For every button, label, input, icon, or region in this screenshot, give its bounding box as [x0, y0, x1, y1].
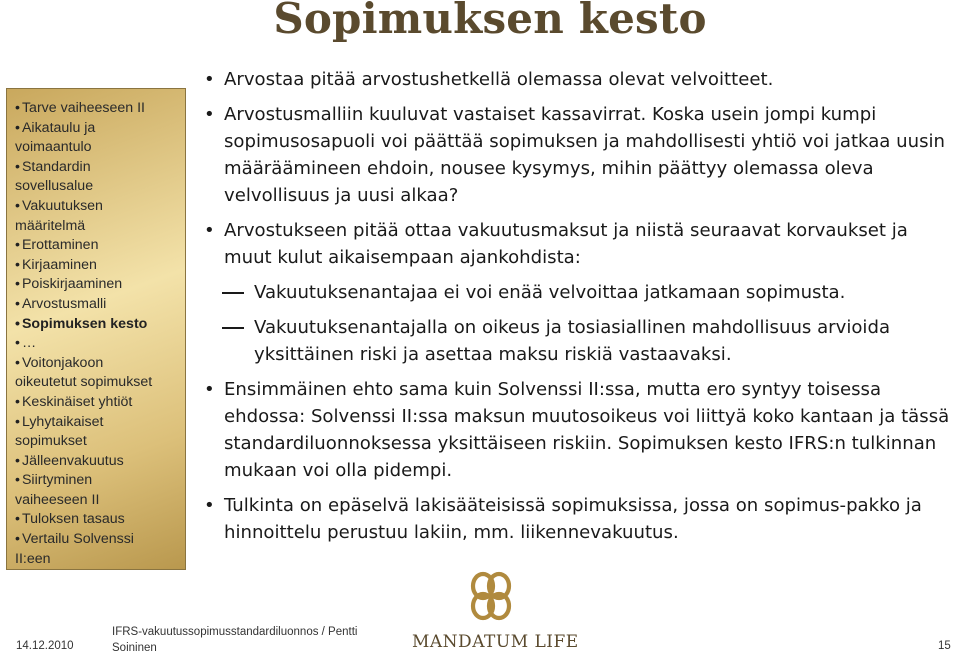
sidebar-item-label: Arvostusmalli [21, 295, 107, 312]
sidebar-item[interactable] [15, 236, 179, 256]
sidebar-item-label: vaiheeseen II [15, 491, 100, 508]
bullet-text: Tulkinta on epäselvä lakisääteisissä sopimuksissa, jossa on sopimus-pakko ja hinnoittelu perustuu lakiin, mm. liikennevakuutus. [224, 495, 922, 543]
sidebar-item[interactable] [15, 275, 179, 295]
sub-bullet-item [200, 314, 952, 368]
sidebar-item[interactable] [15, 550, 179, 570]
sidebar-item[interactable] [15, 197, 179, 217]
sidebar-item[interactable] [15, 373, 179, 393]
bullet-icon: • [15, 295, 20, 312]
bullet-icon: • [15, 511, 20, 528]
sidebar-item[interactable] [15, 256, 179, 276]
sidebar-item[interactable] [15, 177, 179, 197]
sidebar-item-label: Tuloksen tasaus [21, 511, 125, 528]
bullet-text: Ensimmäinen ehto sama kuin Solvenssi II:ssa, mutta ero syntyy toisessa ehdossa: Solvenssi II:ssa maksun muutosoikeus voi liittyä koko kantaan ja tässä standardiluonnoksessa yksittäiseen riskiin. Sopimuksen kesto IFRS:n tulkinnan mukaan voi olla pidempi. [224, 379, 950, 481]
sidebar-item[interactable] [15, 334, 179, 354]
sub-bullet-item [200, 279, 952, 306]
sidebar-item-label: Vertailu Solvenssi [21, 531, 134, 548]
sidebar-item[interactable] [15, 217, 179, 237]
sidebar-item-label: Keskinäiset yhtiöt [21, 393, 133, 410]
bullet-item [200, 101, 952, 209]
sidebar-item-label: Vakuutuksen [21, 197, 103, 214]
slide-title: Sopimuksen kesto [273, 0, 707, 43]
sidebar-item[interactable] [15, 354, 179, 374]
sidebar-item[interactable] [15, 452, 179, 472]
sidebar-item-label: oikeutetut sopimukset [15, 374, 153, 391]
bullet-icon: • [15, 119, 20, 136]
bullet-item [200, 217, 952, 271]
sidebar-item-label: sopimukset [15, 433, 87, 450]
footer-date: 14.12.2010 [16, 640, 74, 652]
sidebar-item[interactable] [15, 491, 179, 511]
sidebar-item[interactable] [15, 295, 179, 315]
sidebar-item[interactable] [15, 413, 179, 433]
sidebar-item[interactable] [15, 510, 179, 530]
bullet-icon: • [204, 220, 215, 241]
bullet-icon: • [15, 197, 20, 214]
sidebar-item-label: voimaantulo [15, 139, 92, 156]
bullet-text: Vakuutuksenantajaa ei voi enää velvoittaa jatkamaan sopimusta. [254, 282, 846, 303]
slide-content [200, 66, 952, 554]
sidebar-item-label: Voitonjakoon [21, 354, 104, 371]
sidebar-item-label: Siirtyminen [21, 472, 93, 489]
bullet-text: Arvostukseen pitää ottaa vakuutusmaksut ja niistä seuraavat korvaukset ja muut kulut aikaisempaan ajankohdista: [224, 220, 908, 268]
bullet-icon: • [15, 276, 20, 293]
sidebar-item[interactable] [15, 158, 179, 178]
bullet-icon: • [15, 100, 20, 116]
sidebar-item[interactable] [15, 393, 179, 413]
bullet-text: Arvostaa pitää arvostushetkellä olemassa olevat velvoitteet. [224, 69, 774, 90]
bullet-item [200, 66, 952, 93]
sidebar-item[interactable] [15, 99, 179, 119]
sidebar-item-label: … [21, 335, 37, 352]
page-number: 15 [938, 640, 951, 652]
mandatum-life-logo: MANDATUM LIFE [412, 632, 579, 652]
sidebar-item[interactable] [15, 432, 179, 452]
bullet-icon: • [204, 69, 215, 90]
sidebar-item-label: Lyhytaikaiset [21, 413, 104, 430]
bullet-icon: • [15, 472, 20, 489]
sidebar-item[interactable] [15, 138, 179, 158]
mandatum-knot-icon [462, 568, 520, 626]
sidebar-item-label: määritelmä [15, 217, 86, 234]
sidebar-item-label: Tarve vaiheeseen II [21, 100, 145, 116]
sidebar-list [15, 99, 179, 569]
bullet-icon: • [204, 379, 215, 400]
bullet-icon: • [204, 104, 215, 125]
bullet-icon: • [15, 335, 20, 352]
bullet-icon: • [15, 413, 20, 430]
bullet-icon: • [204, 495, 215, 516]
bullet-text: Arvostusmalliin kuuluvat vastaiset kassavirrat. Koska usein jompi kumpi sopimusosapuoli voi päättää sopimuksen ja mahdollisesti yhtiö voi jatkaa uusin määräämineen ehdoin, nousee kysymys, mihin päättyy olemassa oleva velvollisuus ja uusi alkaa? [224, 104, 946, 206]
bullet-icon: • [15, 158, 20, 175]
sidebar-item[interactable] [15, 119, 179, 139]
bullet-icon: • [15, 315, 20, 332]
bullet-item [200, 376, 952, 484]
sidebar-item[interactable] [15, 530, 179, 550]
dash-icon [222, 327, 244, 329]
dash-icon [222, 292, 244, 294]
bullet-icon: • [15, 354, 20, 371]
bullet-icon: • [15, 256, 20, 273]
bullet-icon: • [15, 393, 20, 410]
sidebar-item-label: Poiskirjaaminen [21, 276, 123, 293]
sidebar-item[interactable] [15, 471, 179, 491]
sidebar-item-label: Sopimuksen kesto [21, 315, 148, 332]
sidebar-item-label: Erottaminen [21, 237, 99, 254]
sidebar-item-label: Kirjaaminen [21, 256, 97, 273]
sidebar-navigation [6, 88, 186, 570]
sidebar-item-label: sovellusalue [15, 178, 94, 195]
bullet-item [200, 492, 952, 546]
bullet-text: Vakuutuksenantajalla on oikeus ja tosiasiallinen mahdollisuus arvioida yksittäinen riski ja asettaa maksu riskiä vastaavaksi. [254, 317, 891, 365]
bullet-icon: • [15, 531, 20, 548]
sidebar-item-label: Jälleenvakuutus [21, 452, 124, 469]
bullet-icon: • [15, 237, 20, 254]
footer-text: IFRS-vakuutussopimusstandardiluonnos / Pentti Soininen [112, 626, 358, 654]
sidebar-item[interactable] [15, 315, 179, 335]
sidebar-item-label: Standardin [21, 158, 91, 175]
sidebar-item-label: II:een [15, 550, 51, 567]
sidebar-item-label: Aikataulu ja [21, 119, 96, 136]
bullet-icon: • [15, 452, 20, 469]
